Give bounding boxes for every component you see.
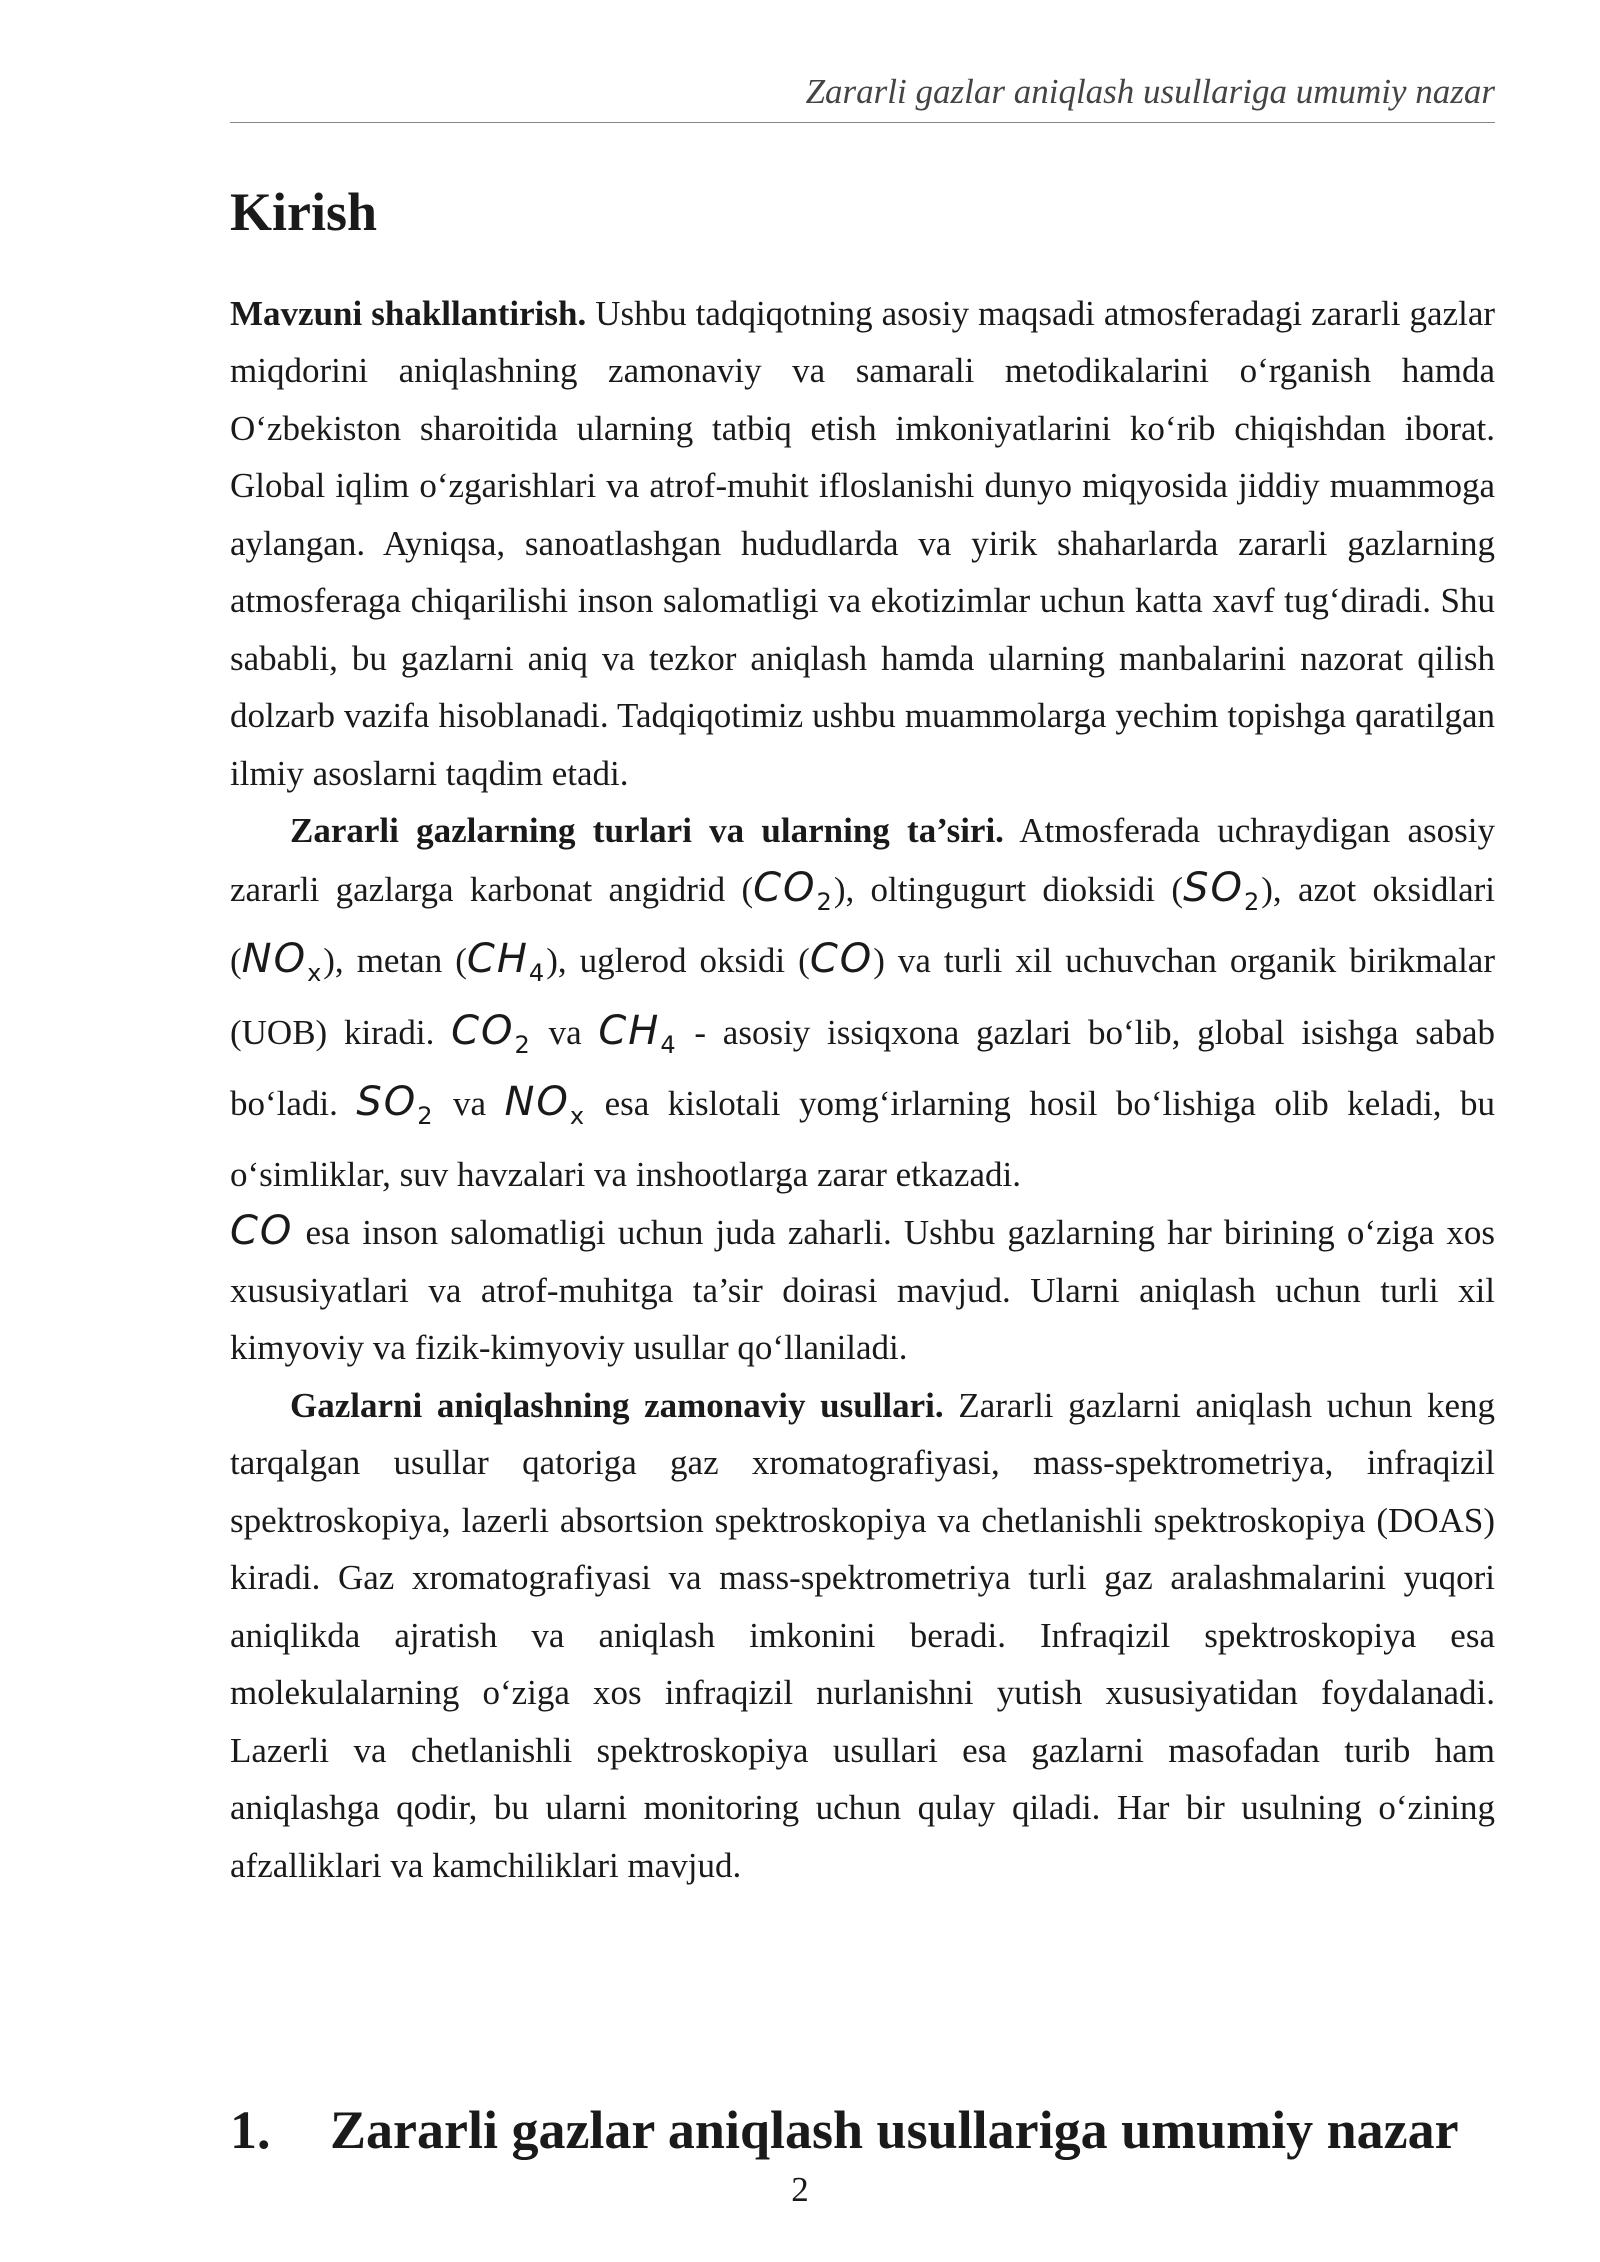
paragraph-methods-text: Zararli gazlarni aniqlash uchun keng tarqalgan usullar qatoriga gaz xromatografiyasi, mass-spektrometriya, infraqizil spektroskopiya, lazerli absortsion spektroskopiya va chetlanishli spektroskopiya (DOAS) kiradi. Gaz xromatografiyasi va mass-spektrometriya turli gaz aralashmalarini yuqori aniqlikda ajratish va aniqlash imkonini beradi. Infraqizil spektroskopiya esa molekulalarning o‘ziga xos infraqizil nurlanishni yutish xususiyatidan foydalanadi. Lazerli va chetlanishli spektroskopiya usullari esa gazlarni masofadan turib ham aniqlashga qodir, bu ularni monitoring uchun qulay qiladi. Har bir usulning o‘zining afzalliklari va kamchiliklari mavjud. [230,1385,1496,1885]
paragraph-gas-types-text-2: ), oltingugurt dioksidi ( [833,869,1184,909]
paragraph-gas-types [230,802,1495,1203]
formula-nox: $NO_x$ [241,936,324,988]
paragraph-gas-types-text-1: Atmosferada uchraydigan asosiy zararli gazlarga karbonat angidrid ( [230,811,1496,909]
paragraph-topic-text: Ushbu tadqiqotning asosiy maqsadi atmosferadagi zararli gazlar miqdorini aniqlashning zamonaviy va samarali metodikalarini o‘rganish hamda O‘zbekiston sharoitida ularning tatbiq etish imkoniyatlarini ko‘rib chiqishdan iborat. Global iqlim o‘zgarishlari va atrof-muhit ifloslanishi dunyo miqyosida jiddiy muammoga aylangan. Ayniqsa, sanoatlashgan hududlarda va yirik shaharlarda zararli gazlarning atmosferaga chiqarilishi inson salomatligi va ekotizimlar uchun katta xavf tug‘diradi. Shu sababli, bu gazlarni aniq va tezkor aniqlash hamda ularning manbalarini nazorat qilish dolzarb vazifa hisoblanadi. Tadqiqotimiz ushbu muammolarga yechim topishga qaratilgan ilmiy asoslarni taqdim etadi. [230,293,1496,793]
header-rule [230,122,1495,123]
paragraph-co-toxicity [230,1203,1495,1377]
paragraph-methods [230,1377,1495,1895]
running-header: Zararli gazlar aniqlash usullariga umumiy nazar [805,72,1495,111]
formula-so2-second: $SO_2$ [356,1079,435,1131]
formula-co2: $CO_2$ [753,864,834,916]
paragraph-gas-types-text-4: ), metan ( [323,941,467,981]
formula-co2-second: $CO_2$ [451,1007,532,1059]
paragraph-gas-types-text-9: va [452,1084,487,1124]
formula-ch4: $CH_4$ [466,936,547,988]
section-heading [230,2098,1495,2163]
formula-nox-second: $NO_x$ [504,1079,587,1131]
section-number: 1. [230,2100,271,2160]
page-number: 2 [791,2170,809,2209]
paragraph-gas-types-text-10: esa kislotali yomg‘irlarning hosil bo‘lishiga olib keladi, bu o‘simliklar, suv havzalari va inshootlarga zarar etkazadi. [230,1084,1495,1194]
paragraph-co-toxicity-text: esa inson salomatligi uchun juda zaharli. Ushbu gazlarning har birining o‘ziga xos xususiyatlari va atrof-muhitga ta’sir doirasi mavjud. Ularni aniqlash uchun turli xil kimyoviy va fizik-kimyoviy usullar qo‘llaniladi. [230,1213,1496,1368]
section-title: Zararli gazlar aniqlash usullariga umumiy nazar [330,2100,1459,2160]
paragraph-gas-types-text-3: ), azot oksidlari ( [230,869,1495,981]
paragraph-gas-types-text-7: va [548,1012,582,1052]
paragraph-gas-types-lead: Zararli gazlarning turlari va ularning ta’siri. [290,811,1004,851]
paragraph-gas-types-text-8: - asosiy issiqxona gazlari bo‘lib, global isishga sabab bo‘ladi. [230,1012,1495,1124]
formula-co-third: CO [230,1208,294,1255]
formula-ch4-second: $CH_4$ [598,1007,678,1059]
formula-so2: $SO_2$ [1183,864,1262,916]
paragraph-gas-types-text-5: ), uglerod oksidi ( [546,941,810,981]
paragraph-topic-lead: Mavzuni shakllantirish. [230,293,587,333]
formula-co: CO [809,936,874,983]
paragraph-methods-lead: Gazlarni aniqlashning zamonaviy usullari. [290,1385,944,1425]
paragraph-topic [230,285,1495,803]
page-body [230,180,1495,1894]
intro-heading: Kirish [230,182,378,242]
paragraph-gas-types-text-6: ) va turli xil uchuvchan organik birikmalar (UOB) kiradi. [230,941,1495,1052]
